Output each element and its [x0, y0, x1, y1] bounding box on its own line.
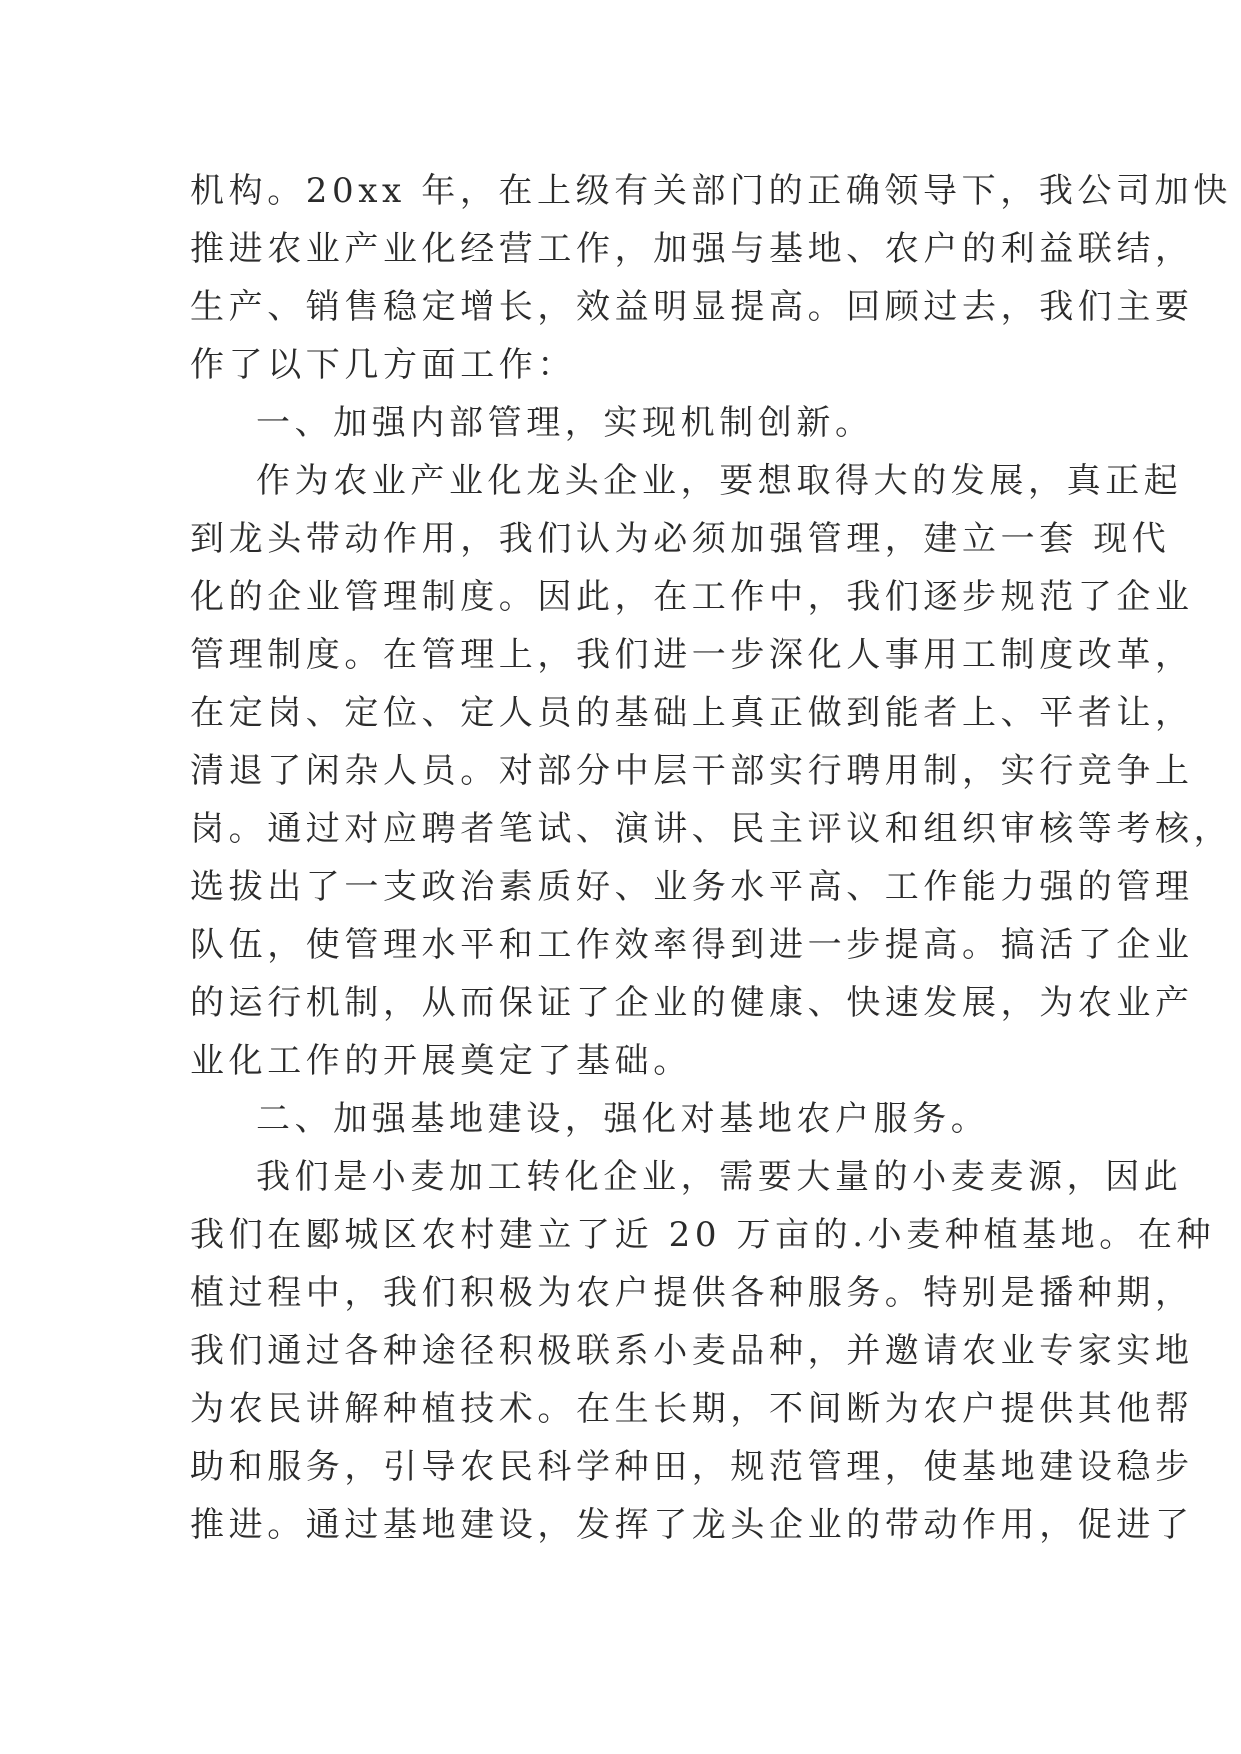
text-line: 为农民讲解种植技术。在生长期，不间断为农户提供其他帮: [190, 1389, 1194, 1429]
text-line: 推进农业产业化经营工作，加强与基地、农户的利益联结，: [190, 229, 1194, 269]
text-line: 到龙头带动作用，我们认为必须加强管理，建立一套 现代: [190, 519, 1171, 559]
text-line: 在定岗、定位、定人员的基础上真正做到能者上、平者让，: [190, 693, 1194, 733]
text-line: 植过程中，我们积极为农户提供各种服务。特别是播种期，: [190, 1273, 1194, 1313]
text-line: 我们是小麦加工转化企业，需要大量的小麦麦源，因此: [256, 1157, 1183, 1197]
text-line: 化的企业管理制度。因此，在工作中，我们逐步规范了企业: [190, 577, 1194, 617]
text-line: 推进。通过基地建设，发挥了龙头企业的带动作用，促进了: [190, 1505, 1194, 1545]
text-line: 业化工作的开展奠定了基础。: [190, 1041, 692, 1081]
text-line: 管理制度。在管理上，我们进一步深化人事用工制度改革，: [190, 635, 1194, 675]
text-line: 生产、销售稳定增长，效益明显提高。回顾过去，我们主要: [190, 287, 1194, 327]
text-line: 我们在郾城区农村建立了近 20 万亩的.小麦种植基地。在种: [190, 1215, 1216, 1255]
text-line: 我们通过各种途径积极联系小麦品种，并邀请农业专家实地: [190, 1331, 1194, 1371]
text-line: 一、加强内部管理，实现机制创新。: [256, 403, 874, 443]
document-body: [190, 162, 1233, 1554]
text-line: 选拔出了一支政治素质好、业务水平高、工作能力强的管理: [190, 867, 1194, 907]
text-line: 作为农业产业化龙头企业，要想取得大的发展，真正起: [256, 461, 1183, 501]
text-line: 队伍，使管理水平和工作效率得到进一步提高。搞活了企业: [190, 925, 1194, 965]
text-line: 作了以下几方面工作：: [190, 345, 576, 385]
text-line: 机构。20xx 年，在上级有关部门的正确领导下，我公司加快: [190, 171, 1232, 211]
text-line: 的运行机制，从而保证了企业的健康、快速发展，为农业产: [190, 983, 1194, 1023]
text-line: 岗。通过对应聘者笔试、演讲、民主评议和组织审核等考核，: [190, 809, 1233, 849]
text-line: 助和服务，引导农民科学种田，规范管理，使基地建设稳步: [190, 1447, 1194, 1487]
text-line: 二、加强基地建设，强化对基地农户服务。: [256, 1099, 990, 1139]
text-line: 清退了闲杂人员。对部分中层干部实行聘用制，实行竞争上: [190, 751, 1194, 791]
